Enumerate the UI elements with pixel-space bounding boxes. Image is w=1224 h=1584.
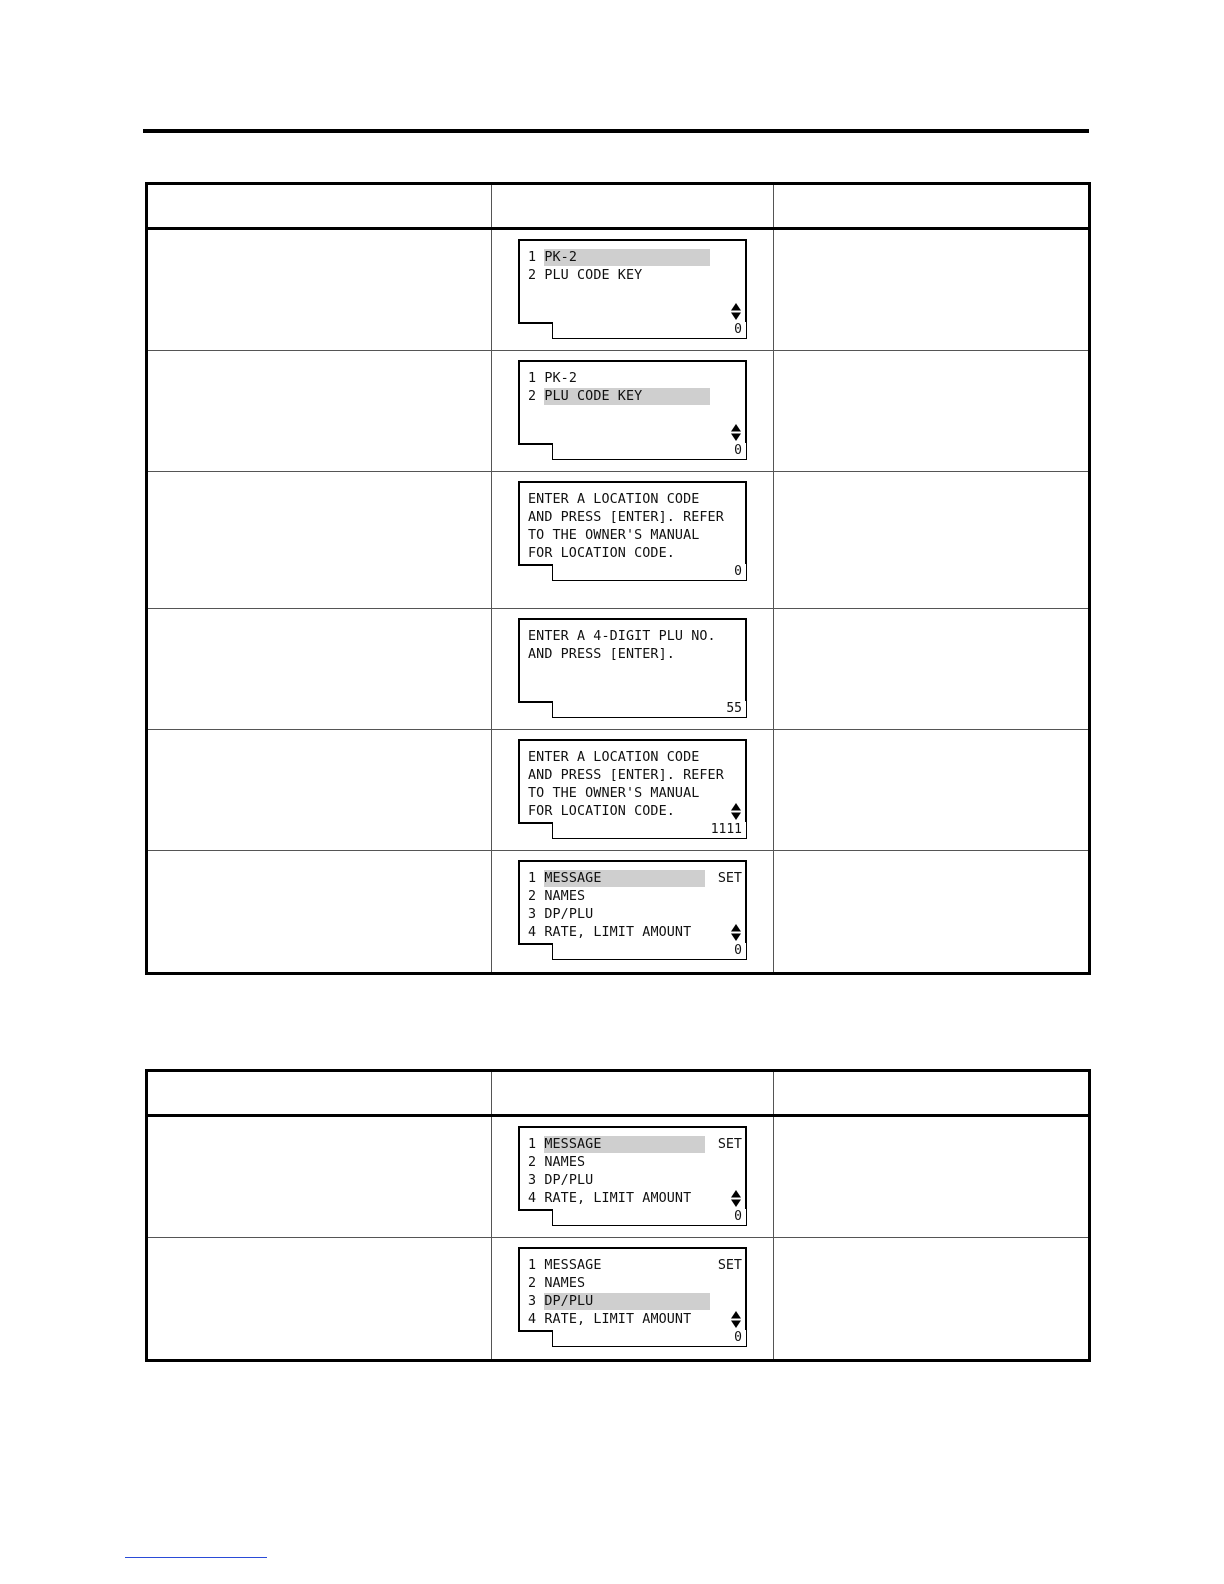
table-row: [148, 351, 1088, 472]
lcd-line: [528, 646, 675, 663]
lcd-display: [518, 481, 747, 566]
table-header-cell: [492, 1072, 774, 1114]
operation-cell: [148, 851, 492, 972]
operation-cell: [148, 351, 492, 471]
display-cell: [492, 609, 774, 729]
lcd-text: NAMES: [544, 889, 586, 904]
lcd-item-number: 2: [528, 1276, 537, 1291]
lcd-numeric-value: 0: [734, 1330, 742, 1345]
lcd-cursor-highlight: MESSAGE: [544, 1136, 705, 1153]
lcd-text: ENTER A LOCATION CODE: [528, 750, 700, 765]
lcd-numeric-display: [552, 943, 747, 960]
lcd-line: [528, 888, 585, 905]
lcd-item-number: 2: [528, 389, 537, 404]
lcd-numeric-value: 1111: [710, 822, 742, 837]
scroll-arrows-icon: [731, 1311, 741, 1328]
lcd-numeric-display: [552, 443, 747, 460]
lcd-status-label: SET: [717, 871, 742, 886]
lcd-display: [518, 1247, 747, 1332]
lcd-text: NAMES: [544, 1155, 586, 1170]
lcd-text: ENTER A 4-DIGIT PLU NO.: [528, 629, 716, 644]
procedure-table-2: [145, 1069, 1091, 1362]
lcd-display: [518, 239, 747, 324]
lcd-line: [528, 249, 710, 266]
lcd-line: [528, 545, 675, 562]
table-header-row: [148, 185, 1088, 230]
display-cell: [492, 472, 774, 608]
procedure-table-1: [145, 182, 1091, 975]
lcd-item-number: 1: [528, 1137, 537, 1152]
footer-link-underline: [125, 1557, 267, 1558]
lcd-line: [528, 527, 699, 544]
operation-cell: [148, 230, 492, 350]
lcd-text: DP/PLU: [544, 907, 594, 922]
notes-cell: [774, 851, 1088, 972]
lcd-line: [528, 388, 710, 405]
lcd-numeric-value: 0: [734, 564, 742, 579]
lcd-item-number: 4: [528, 925, 537, 940]
top-rule: [143, 129, 1089, 133]
display-cell: [492, 351, 774, 471]
lcd-text: TO THE OWNER'S MANUAL: [528, 786, 700, 801]
lcd-line: [528, 870, 705, 887]
lcd-numeric-display: [552, 1209, 747, 1226]
operation-cell: [148, 730, 492, 850]
lcd-line: [528, 1257, 601, 1274]
notes-cell: [774, 1117, 1088, 1237]
lcd-display: [518, 1126, 747, 1211]
lcd-line: [528, 267, 642, 284]
display-cell: [492, 1238, 774, 1359]
table-row: [148, 730, 1088, 851]
scroll-arrows-icon: [731, 803, 741, 820]
lcd-status-label: SET: [717, 1137, 742, 1152]
lcd-numeric-display: [552, 822, 747, 839]
table-row: [148, 609, 1088, 730]
lcd-line: [528, 767, 724, 784]
notes-cell: [774, 609, 1088, 729]
table-header-cell: [492, 185, 774, 227]
lcd-text: NAMES: [544, 1276, 586, 1291]
lcd-numeric-value: 55: [726, 701, 742, 716]
lcd-item-number: 1: [528, 871, 537, 886]
display-cell: [492, 1117, 774, 1237]
lcd-line: [528, 1172, 593, 1189]
lcd-cursor-highlight: DP/PLU: [544, 1293, 710, 1310]
lcd-text: FOR LOCATION CODE.: [528, 546, 675, 561]
operation-cell: [148, 1117, 492, 1237]
lcd-numeric-value: 0: [734, 1209, 742, 1224]
operation-cell: [148, 609, 492, 729]
lcd-display: [518, 618, 747, 703]
lcd-item-number: 1: [528, 250, 537, 265]
lcd-text: FOR LOCATION CODE.: [528, 804, 675, 819]
table-row: [148, 1117, 1088, 1238]
lcd-item-number: 2: [528, 1155, 537, 1170]
table-header-row: [148, 1072, 1088, 1117]
lcd-display: [518, 739, 747, 824]
table-header-cell: [774, 185, 1088, 227]
lcd-text: DP/PLU: [544, 1173, 594, 1188]
lcd-line: [528, 370, 577, 387]
lcd-item-number: 1: [528, 1258, 537, 1273]
display-cell: [492, 730, 774, 850]
lcd-line: [528, 924, 691, 941]
lcd-item-number: 2: [528, 268, 537, 283]
lcd-line: [528, 785, 699, 802]
lcd-cursor-highlight: MESSAGE: [544, 870, 705, 887]
lcd-line: [528, 749, 699, 766]
lcd-numeric-value: 0: [734, 322, 742, 337]
lcd-line: [528, 803, 675, 820]
lcd-text: PLU CODE KEY: [544, 268, 643, 283]
lcd-item-number: 2: [528, 889, 537, 904]
lcd-text: AND PRESS [ENTER]. REFER: [528, 510, 724, 525]
lcd-cursor-highlight: PK-2: [544, 249, 710, 266]
lcd-item-number: 3: [528, 1173, 537, 1188]
table-row: [148, 472, 1088, 609]
lcd-text: MESSAGE: [544, 1258, 602, 1273]
lcd-status-label: SET: [717, 1258, 742, 1273]
lcd-text: AND PRESS [ENTER]. REFER: [528, 768, 724, 783]
table-row: [148, 851, 1088, 972]
lcd-item-number: 3: [528, 907, 537, 922]
operation-cell: [148, 1238, 492, 1359]
lcd-line: [528, 1154, 585, 1171]
lcd-numeric-display: [552, 1330, 747, 1347]
lcd-line: [528, 1311, 691, 1328]
lcd-line: [528, 509, 724, 526]
lcd-line: [528, 1275, 585, 1292]
lcd-numeric-value: 0: [734, 443, 742, 458]
table-header-cell: [148, 185, 492, 227]
lcd-line: [528, 1136, 705, 1153]
lcd-text: PK-2: [544, 371, 577, 386]
lcd-item-number: 3: [528, 1294, 537, 1309]
lcd-line: [528, 1293, 710, 1310]
lcd-text: RATE, LIMIT AMOUNT: [544, 925, 692, 940]
lcd-display: [518, 860, 747, 945]
lcd-text: ENTER A LOCATION CODE: [528, 492, 700, 507]
operation-cell: [148, 472, 492, 608]
notes-cell: [774, 472, 1088, 608]
lcd-text: RATE, LIMIT AMOUNT: [544, 1191, 692, 1206]
scroll-arrows-icon: [731, 924, 741, 941]
lcd-numeric-display: [552, 322, 747, 339]
lcd-item-number: 4: [528, 1312, 537, 1327]
lcd-text: TO THE OWNER'S MANUAL: [528, 528, 700, 543]
lcd-line: [528, 906, 593, 923]
lcd-display: [518, 360, 747, 445]
lcd-numeric-value: 0: [734, 943, 742, 958]
lcd-cursor-highlight: PLU CODE KEY: [544, 388, 710, 405]
notes-cell: [774, 1238, 1088, 1359]
display-cell: [492, 851, 774, 972]
table-row: [148, 230, 1088, 351]
lcd-line: [528, 491, 699, 508]
table-header-cell: [774, 1072, 1088, 1114]
notes-cell: [774, 730, 1088, 850]
lcd-numeric-display: [552, 564, 747, 581]
lcd-text: AND PRESS [ENTER].: [528, 647, 675, 662]
scroll-arrows-icon: [731, 424, 741, 441]
scroll-arrows-icon: [731, 303, 741, 320]
scroll-arrows-icon: [731, 1190, 741, 1207]
display-cell: [492, 230, 774, 350]
lcd-item-number: 1: [528, 371, 537, 386]
table-header-cell: [148, 1072, 492, 1114]
lcd-numeric-display: [552, 701, 747, 718]
notes-cell: [774, 351, 1088, 471]
lcd-line: [528, 1190, 691, 1207]
lcd-item-number: 4: [528, 1191, 537, 1206]
lcd-line: [528, 628, 716, 645]
lcd-text: RATE, LIMIT AMOUNT: [544, 1312, 692, 1327]
table-row: [148, 1238, 1088, 1359]
notes-cell: [774, 230, 1088, 350]
